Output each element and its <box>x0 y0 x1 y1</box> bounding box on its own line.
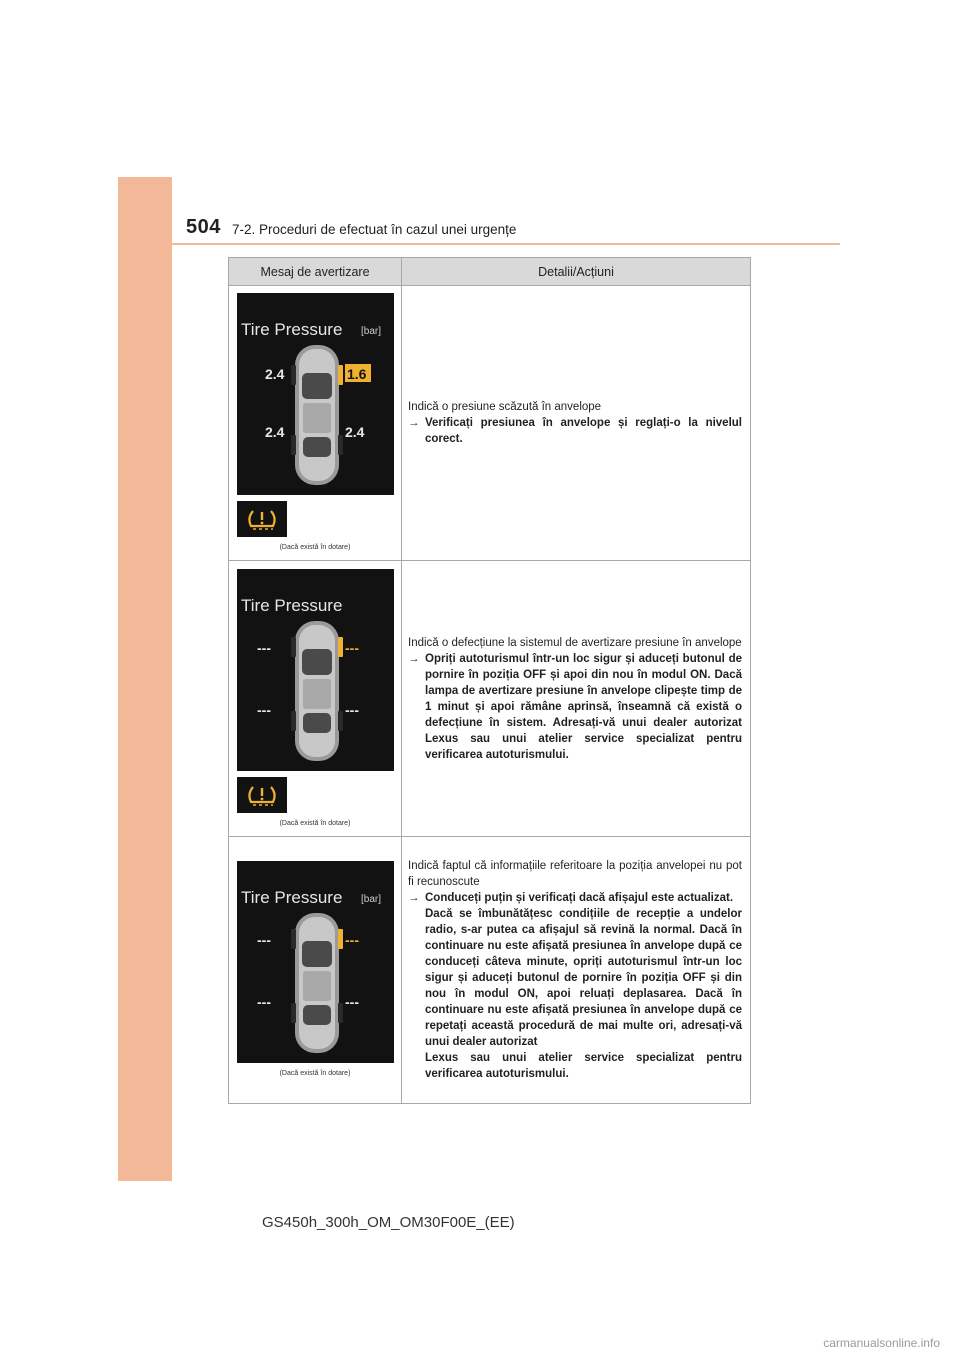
warning-table <box>228 257 751 1104</box>
rear-left-pressure: --- <box>256 701 271 718</box>
details-cell <box>402 837 751 1104</box>
details-lead: Indică o defecțiune la sistemul de avertizare presiune în anvelope <box>408 636 742 649</box>
details-lead: Indică faptul că informațiile referitoare la poziția anvelopei nu pot fi recunoscute <box>408 860 742 888</box>
details-cell <box>402 561 751 837</box>
message-image-cell <box>229 286 402 561</box>
section-title: 7-2. Proceduri de efectuat în cazul unei urgențe <box>232 222 517 237</box>
details-action: → Opriți autoturismul într-un loc sigur și aduceți butonul de pornire în poziția OFF și apoi din nou în modul ON. Dacă lampa de avertizare presiune în anvelope clipește timp de 1 minut și apoi rămâne aprinsă, înseamnă că există o defecțiune în sistem. Adresați-vă unui dealer autorizat Lexus sau unui atelier service specializat pentru verificarea autoturismului. <box>408 652 742 761</box>
front-left-pressure: --- <box>256 639 271 656</box>
details-action-continued: Dacă se îmbunătățesc condițiile de recepție a undelor radio, s-ar putea ca afișajul să revină la normal. Dacă în continuare nu este afișată presiunea în anvelope după ce conduceți câteva minute, opriți autoturismul într-un loc sigur și aduceți butonul de pornire în poziția OFF și din nou în modul ON, apoi reluați deplasarea. Dacă în continuare nu este afișată presiunea în anvelope după ce repetați această procedură de mai multe ori, adresați-vă unui dealer autorizat <box>425 908 742 1048</box>
front-right-pressure: 1.6 <box>346 366 366 382</box>
front-left-pressure: --- <box>256 932 271 948</box>
page-number: 504 <box>186 216 221 238</box>
screen-title: Tire Pressure <box>240 595 342 615</box>
front-right-pressure: --- <box>344 639 359 656</box>
unit-label: [bar] <box>360 326 381 337</box>
unit-label: [bar] <box>360 894 381 905</box>
message-image-cell <box>229 561 402 837</box>
rear-right-pressure: 2.4 <box>344 424 364 440</box>
front-left-pressure: 2.4 <box>264 366 284 382</box>
details-cell <box>402 286 751 561</box>
equipment-note: (Dacă există în dotare) <box>279 1070 351 1077</box>
car-top-view-icon <box>291 621 343 761</box>
header-rule <box>172 243 840 245</box>
table-row <box>229 286 751 561</box>
rear-left-pressure: 2.4 <box>264 424 284 440</box>
details-lead: Indică o presiune scăzută în anvelope <box>408 401 602 413</box>
watermark: carmanualsonline.info <box>823 1336 940 1350</box>
side-band <box>118 177 172 1181</box>
rear-left-pressure: --- <box>256 994 271 1010</box>
message-image-cell <box>229 837 402 1104</box>
rear-right-pressure: --- <box>344 994 359 1010</box>
tire-pressure-warning-icon <box>237 501 287 537</box>
details-action: → Conduceți puțin și verificați dacă afișajul este actualizat. <box>408 892 734 904</box>
rear-right-pressure: --- <box>344 701 359 718</box>
table-row <box>229 837 751 1104</box>
equipment-note: (Dacă există în dotare) <box>279 819 351 827</box>
col-header-details: Detalii/Acțiuni <box>402 258 751 286</box>
car-top-view-icon <box>291 913 343 1053</box>
details-action-continued: Lexus sau unui atelier service specializat pentru verificarea autoturismului. <box>425 1052 742 1080</box>
tire-pressure-screen <box>237 569 394 771</box>
footer-code: GS450h_300h_OM_OM30F00E_(EE) <box>262 1214 515 1231</box>
front-right-pressure: --- <box>344 932 359 948</box>
table-row <box>229 561 751 837</box>
tire-pressure-warning-icon <box>237 777 287 813</box>
table-header-row <box>229 258 751 286</box>
tire-pressure-screen <box>237 861 394 1063</box>
screen-title: Tire Pressure <box>240 888 342 907</box>
car-top-view-icon <box>291 345 343 485</box>
tire-pressure-screen <box>237 293 394 495</box>
screen-title: Tire Pressure <box>240 320 342 339</box>
details-action: → Verificați presiunea în anvelope și reglați-o la nivelul corect. <box>408 417 742 445</box>
equipment-note: (Dacă există în dotare) <box>279 544 351 551</box>
col-header-message: Mesaj de avertizare <box>229 258 402 286</box>
